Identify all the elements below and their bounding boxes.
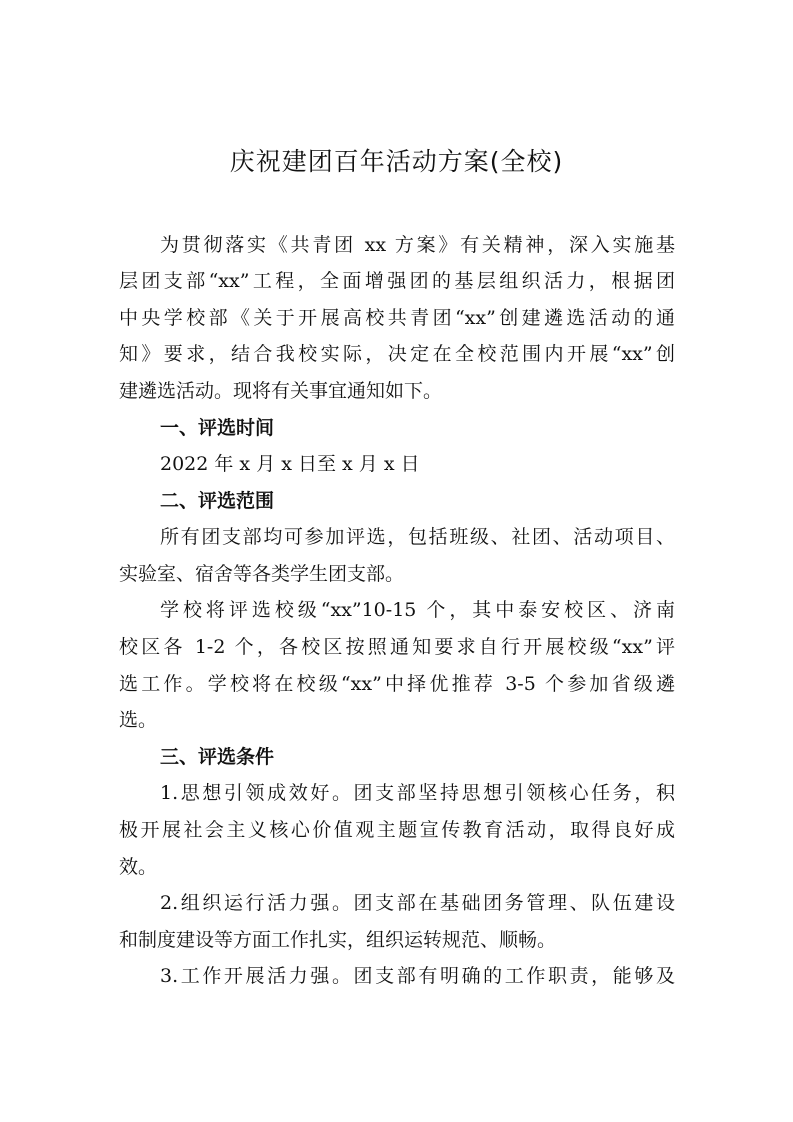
paragraph-intro-line-4: 知》要求，结合我校实际，决定在全校范围内开展“xx”创 (119, 343, 675, 365)
quota-line-2: 校区各 1-2 个，各校区按照通知要求自行开展校级“xx”评 (119, 636, 675, 658)
paragraph-intro-line-1: 为贯彻落实《共青团 xx 方案》有关精神，深入实施基 (160, 234, 675, 256)
scope-line-2: 实验室、宿舍等各类学生团支部。 (119, 563, 405, 585)
condition-1-line-2: 极开展社会主义核心价值观主题宣传教育活动，取得良好成 (119, 819, 675, 841)
condition-2-line-1: 2.组织运行活力强。团支部在基础团务管理、队伍建设 (160, 892, 675, 914)
condition-2-line-2: 和制度建设等方面工作扎实，组织运转规范、顺畅。 (119, 929, 557, 951)
scope-line-1: 所有团支部均可参加评选，包括班级、社团、活动项目、 (160, 526, 675, 548)
section-heading-conditions: 三、评选条件 (160, 746, 275, 768)
condition-1-line-1: 1.思想引领成效好。团支部坚持思想引领核心任务，积 (160, 782, 675, 804)
condition-1-line-3: 效。 (119, 856, 158, 878)
paragraph-intro-line-3: 中央学校部《关于开展高校共青团“xx”创建遴选活动的通 (119, 307, 675, 329)
quota-line-1: 学校将评选校级“xx”10-15 个，其中泰安校区、济南 (160, 599, 675, 621)
section-heading-time: 一、评选时间 (160, 417, 275, 439)
quota-line-4: 选。 (119, 709, 158, 731)
condition-3-line-1: 3.工作开展活力强。团支部有明确的工作职责，能够及 (160, 965, 675, 987)
paragraph-intro-line-5: 建遴选活动。现将有关事宜通知如下。 (119, 380, 443, 402)
paragraph-intro-line-2: 层团支部“xx”工程，全面增强团的基层组织活力，根据团 (119, 270, 675, 292)
evaluation-time-text: 2022 年 x 月 x 日至 x 月 x 日 (160, 453, 420, 475)
section-heading-scope: 二、评选范围 (160, 490, 275, 512)
document-title: 庆祝建团百年活动方案(全校) (229, 147, 564, 176)
quota-line-3: 选工作。学校将在校级“xx”中择优推荐 3-5 个参加省级遴 (119, 673, 675, 695)
